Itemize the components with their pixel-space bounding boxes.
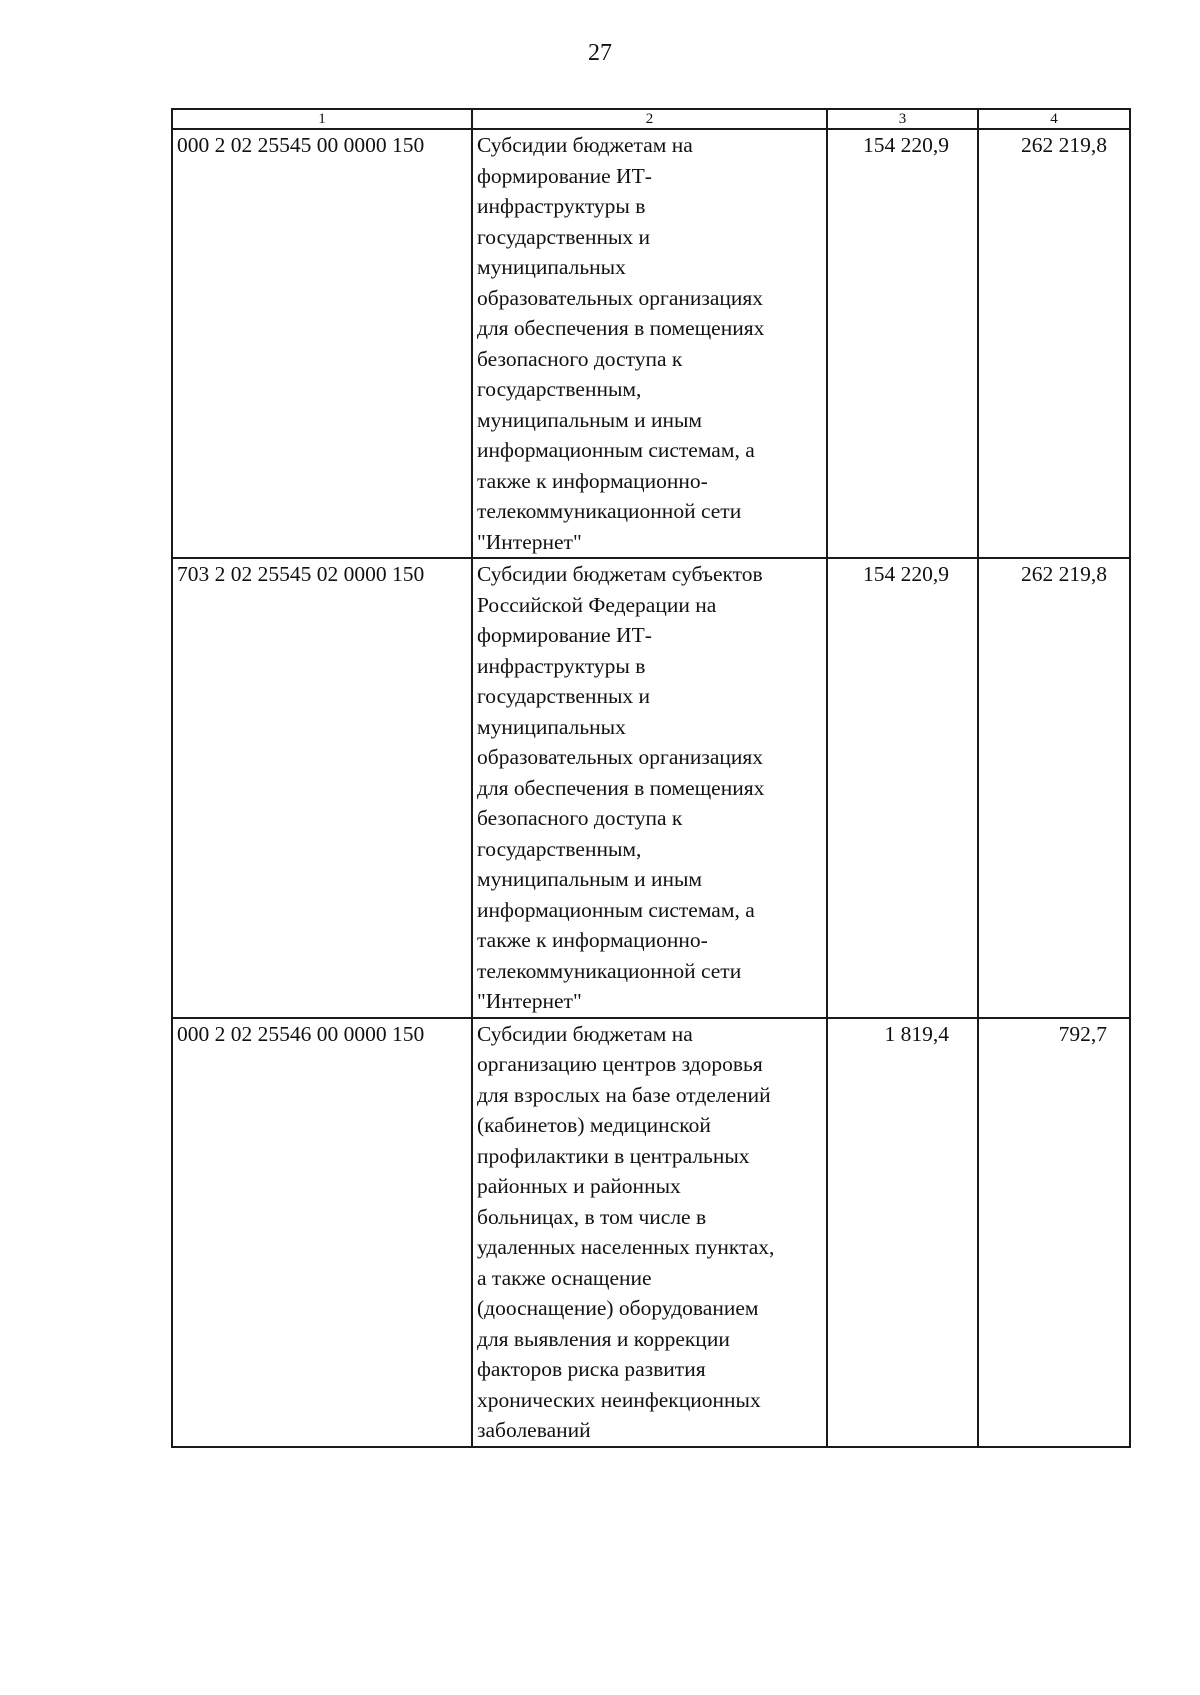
table-row (172, 558, 1130, 1018)
description-line: образовательных организациях (477, 285, 764, 310)
description-line: также к информационно- (477, 468, 708, 493)
description-line: безопасного доступа к (477, 346, 683, 371)
description-line: "Интернет" (477, 529, 582, 554)
amount-col-3: 154 220,9 (827, 558, 978, 1018)
description-line: факторов риска развития (477, 1357, 706, 1381)
description-line: удаленных населенных пунктах, (477, 1235, 775, 1259)
description-line: государственным, (477, 377, 642, 401)
budget-code: 703 2 02 25545 02 0000 150 (172, 558, 472, 1018)
table-body (172, 129, 1130, 1447)
description-line: информационным системам, а (477, 897, 755, 922)
description-line: а также оснащение (477, 1265, 652, 1290)
description-line: профилактики в центральных (477, 1143, 750, 1168)
description-line: для обеспечения в помещениях (477, 775, 765, 800)
description-line: государственным, (477, 836, 642, 861)
description-line: муниципальных (477, 714, 626, 739)
amount-col-3: 154 220,9 (827, 129, 978, 558)
amount-col-4: 262 219,8 (978, 558, 1130, 1018)
budget-description (472, 558, 827, 1018)
header-col-4: 4 (978, 109, 1130, 129)
description-line: "Интернет" (477, 989, 582, 1013)
description-line: районных и районных (477, 1174, 681, 1198)
amount-col-3: 1 819,4 (827, 1018, 978, 1447)
budget-description (472, 1018, 827, 1447)
header-col-2: 2 (472, 109, 827, 129)
budget-code: 000 2 02 25545 00 0000 150 (172, 129, 472, 558)
description-line: телекоммуникационной сети (477, 958, 742, 983)
table-row (172, 129, 1130, 558)
description-line: организацию центров здоровья (477, 1052, 763, 1076)
description-line: муниципальным и иным (477, 867, 703, 891)
description-line: Российской Федерации на (477, 592, 717, 617)
description-line: муниципальных (477, 255, 626, 279)
amount-col-4: 792,7 (978, 1018, 1130, 1447)
description-line: (кабинетов) медицинской (477, 1113, 711, 1137)
description-line: инфраструктуры в (477, 194, 646, 218)
amount-col-4: 262 219,8 (978, 129, 1130, 558)
description-line: инфраструктуры в (477, 653, 646, 678)
description-line: Субсидии бюджетам на (477, 133, 693, 157)
description-line: для обеспечения в помещениях (477, 316, 765, 340)
header-col-3: 3 (827, 109, 978, 129)
description-line: Субсидии бюджетам субъектов (477, 562, 763, 586)
budget-code: 000 2 02 25546 00 0000 150 (172, 1018, 472, 1447)
description-line: для взрослых на базе отделений (477, 1082, 771, 1107)
description-line: больницах, в том числе в (477, 1204, 707, 1229)
description-line: (дооснащение) оборудованием (477, 1296, 759, 1320)
description-line: Субсидии бюджетам на (477, 1021, 693, 1046)
page-number: 27 (588, 40, 612, 66)
description-line: муниципальным и иным (477, 407, 703, 432)
description-line: государственных и (477, 684, 651, 708)
budget-table (171, 108, 1131, 1448)
description-line: информационным системам, а (477, 438, 755, 462)
header-col-1: 1 (172, 109, 472, 129)
description-line: государственных и (477, 224, 651, 249)
table-row (172, 1018, 1130, 1447)
description-line: образовательных организациях (477, 745, 764, 769)
budget-description (472, 129, 827, 558)
description-line: также к информационно- (477, 928, 708, 952)
description-line: хронических неинфекционных (477, 1387, 761, 1412)
description-line: формирование ИТ- (477, 623, 652, 647)
description-line: формирование ИТ- (477, 163, 652, 188)
description-line: безопасного доступа к (477, 806, 683, 830)
description-line: для выявления и коррекции (477, 1326, 730, 1351)
description-line: заболеваний (477, 1418, 591, 1442)
header-row (172, 109, 1130, 129)
description-line: телекоммуникационной сети (477, 499, 742, 523)
